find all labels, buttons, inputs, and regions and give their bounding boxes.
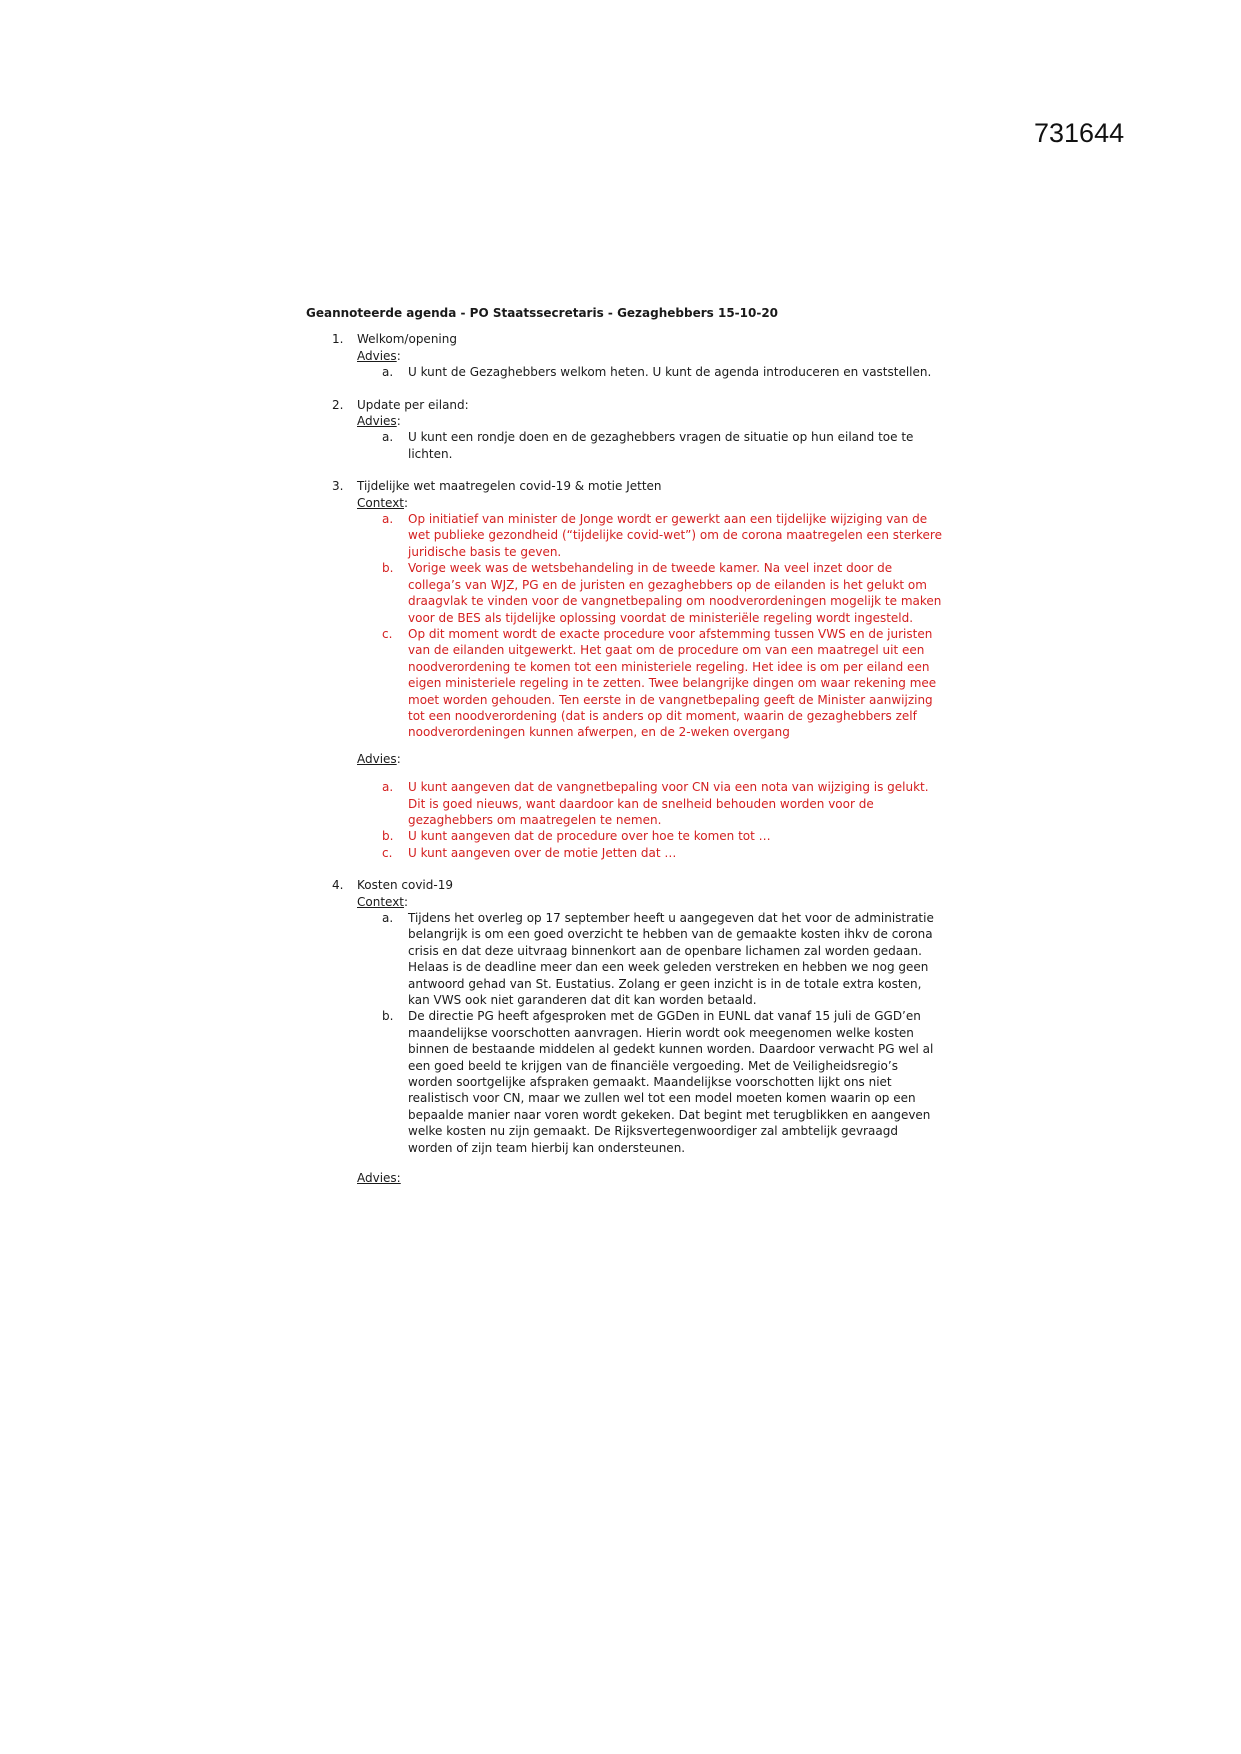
item-number: 4. bbox=[332, 878, 344, 893]
item-number: 3. bbox=[332, 479, 344, 494]
list-item: a. Op initiatief van minister de Jonge wordt er gewerkt aan een tijdelijke wijziging van de wet publieke gezondheid (“tijdelijke covid-wet”) om de corona maatregelen een sterkere juridische basis te geven. bbox=[382, 512, 942, 559]
list-item: c. Op dit moment wordt de exacte procedure voor afstemming tussen VWS en de juristen van de eilanden uitgewerkt. Het gaat om de procedure om van een maatregel uit een noodverordening te komen tot een ministeriele regeling. Het idee is om per eiland een eigen ministeriele regeling in te zetten. Twee belangrijke dingen om waar rekening mee moet worden gehouden. Ten eerste in de vangnetbepaling geeft de Minister aanwijzing tot een noodverordening (dat is anders op dit moment, waarin de gezaghebbers zelf noodverordeningen kunnen afwerpen, en de 2-weken overgang bbox=[382, 626, 937, 740]
agenda-item-3 bbox=[306, 478, 946, 861]
context-label: Context: bbox=[357, 495, 409, 510]
list-item: b. De directie PG heeft afgesproken met de GGDen in EUNL dat vanaf 15 juli de GGD’en maandelijkse voorschotten aanvragen. Hierin wordt ook meegenomen welke kosten binnen de bestaande middelen al gedekt kunnen worden. Daardoor verwacht PG wel al een goed beeld te krijgen van de financiële vergoeding. Met de Veiligheidsregio’s worden soortgelijke afspraken gemaakt. Maandelijkse voorschotten lijkt ons niet realistisch voor CN, maar we zullen wel tot een model moeten komen waarin op een bepaalde manier naar voren wordt gekeken. Dat begint met terugblikken en aangeven welke kosten nu zijn gemaakt. De Rijksvertegenwoordiger zal ambtelijk gevraagd worden of zijn team hierbij kan ondersteunen. bbox=[382, 1009, 934, 1155]
agenda-item-4 bbox=[306, 877, 946, 1186]
list-item: a. U kunt een rondje doen en de gezaghebbers vragen de situatie op hun eiland toe te lichten. bbox=[382, 430, 914, 461]
agenda-item-1 bbox=[306, 331, 946, 380]
list-item: a. Tijdens het overleg op 17 september heeft u aangegeven dat het voor de administratie belangrijk is om een goed overzicht te hebben van de gemaakte kosten ihkv de corona crisis en dat deze uitvraag binnenkort aan de openbare lichamen zal worden gedaan. Helaas is de deadline meer dan een week geleden verstreken en hebben we nog geen antwoord gehad van St. Eustatius. Zolang er geen inzicht is in de totale extra kosten, kan VWS ook niet garanderen dat dit kan worden betaald. bbox=[382, 911, 934, 1008]
advice-label: Advies: bbox=[357, 348, 401, 363]
agenda-item-2 bbox=[306, 397, 946, 463]
document-number: 731644 bbox=[1034, 118, 1125, 148]
context-label: Context: bbox=[357, 894, 409, 909]
item-heading: Kosten covid-19 bbox=[357, 878, 453, 893]
list-item: b. U kunt aangeven dat de procedure over hoe te komen tot … bbox=[382, 829, 771, 844]
list-item: a. U kunt de Gezaghebbers welkom heten. U kunt de agenda introduceren en vaststellen. bbox=[382, 365, 932, 380]
agenda-document bbox=[306, 305, 946, 1203]
item-heading: Tijdelijke wet maatregelen covid-19 & motie Jetten bbox=[357, 479, 662, 494]
advice-label: Advies: bbox=[357, 414, 401, 429]
list-item: b. Vorige week was de wetsbehandeling in de tweede kamer. Na veel inzet door de collega’s van WJZ, PG en de juristen en gezaghebbers op de eilanden is het gelukt om draagvlak te vinden voor de vangnetbepaling om noodverordeningen mogelijk te maken voor de BES als tijdelijke oplossing voordat de ministeriële regeling wordt ingesteld. bbox=[382, 561, 942, 625]
list-item: a. U kunt aangeven dat de vangnetbepaling voor CN via een nota van wijziging is gelukt. Dit is goed nieuws, want daardoor kan de snelheid behouden worden voor de gezaghebbers om maatregelen te nemen. bbox=[382, 780, 929, 827]
advice-label: Advies: bbox=[357, 751, 401, 766]
advice-label: Advies: bbox=[357, 1171, 401, 1186]
list-item: c. U kunt aangeven over de motie Jetten dat … bbox=[382, 845, 677, 860]
page-title: Geannoteerde agenda - PO Staatssecretaris - Gezaghebbers 15-10-20 bbox=[306, 306, 779, 320]
item-heading: Welkom/opening bbox=[357, 332, 457, 347]
item-number: 2. bbox=[332, 397, 344, 412]
item-number: 1. bbox=[332, 332, 344, 347]
item-heading: Update per eiland: bbox=[357, 397, 469, 412]
